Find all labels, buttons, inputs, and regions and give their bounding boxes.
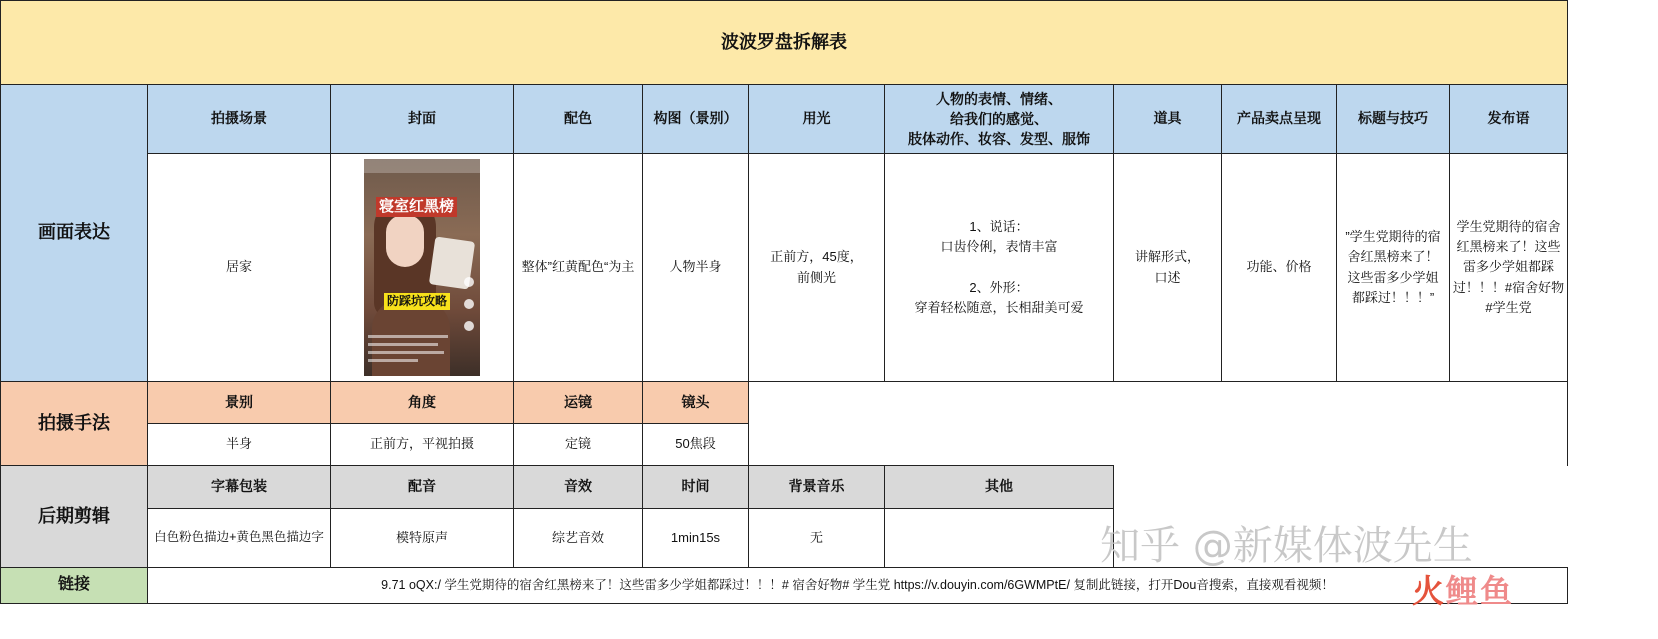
value-props: 讲解形式， 口述 bbox=[1113, 153, 1222, 382]
value-scene: 居家 bbox=[147, 153, 331, 382]
header-voiceover: 配音 bbox=[330, 465, 514, 509]
cover-headline: 寝室红黑榜 bbox=[376, 197, 457, 217]
value-camera-move: 定镜 bbox=[513, 423, 643, 466]
section-label-post: 后期剪辑 bbox=[0, 465, 148, 568]
cover-thumbnail bbox=[364, 159, 480, 376]
brand-watermark bbox=[1412, 566, 1514, 612]
value-composition: 人物半身 bbox=[642, 153, 749, 382]
cover-like-icon bbox=[464, 277, 474, 287]
cover-face bbox=[386, 215, 424, 267]
header-cover: 封面 bbox=[330, 84, 514, 154]
header-title-tips: 标题与技巧 bbox=[1336, 84, 1450, 154]
header-lens: 镜头 bbox=[642, 381, 749, 424]
value-title-tips: ”学生党期待的宿舍红黑榜来了！这些雷多少学姐都踩过！！！” bbox=[1336, 153, 1450, 382]
header-publish: 发布语 bbox=[1449, 84, 1568, 154]
brand-watermark-a: 火 bbox=[1412, 573, 1447, 609]
section-label-link: 链接 bbox=[0, 567, 148, 604]
value-color: 整体”红黄配色“为主 bbox=[513, 153, 643, 382]
value-duration: 1min15s bbox=[642, 508, 749, 568]
header-bgm: 背景音乐 bbox=[748, 465, 885, 509]
value-publish: 学生党期待的宿舍红黑榜来了！这些雷多少学姐都踩过！！！#宿舍好物#学生党 bbox=[1449, 153, 1568, 382]
cover-caption-line bbox=[368, 351, 444, 354]
empty-area-shooting bbox=[749, 382, 1568, 466]
header-angle: 角度 bbox=[330, 381, 514, 424]
header-color: 配色 bbox=[513, 84, 643, 154]
value-shot-size: 半身 bbox=[147, 423, 331, 466]
section-label-shooting: 拍摄手法 bbox=[0, 381, 148, 466]
header-shot-size: 景别 bbox=[147, 381, 331, 424]
table-title: 波波罗盘拆解表 bbox=[0, 0, 1568, 85]
header-props: 道具 bbox=[1113, 84, 1222, 154]
header-composition: 构图（景别） bbox=[642, 84, 749, 154]
cover-share-icon bbox=[464, 321, 474, 331]
value-angle: 正前方，平视拍摄 bbox=[330, 423, 514, 466]
cover-comment-icon bbox=[464, 299, 474, 309]
value-subtitle: 白色粉色描边+黄色黑色描边字 bbox=[147, 508, 331, 568]
value-voiceover: 模特原声 bbox=[330, 508, 514, 568]
cover-subline: 防踩坑攻略 bbox=[384, 293, 450, 310]
header-selling: 产品卖点呈现 bbox=[1221, 84, 1337, 154]
zhihu-watermark: 知乎 @新媒体波先生 bbox=[1100, 523, 1473, 569]
header-expression: 人物的表情、情绪、 给我们的感觉、 肢体动作、妆容、发型、服饰 bbox=[884, 84, 1114, 154]
value-lens: 50焦段 bbox=[642, 423, 749, 466]
value-selling: 功能、价格 bbox=[1221, 153, 1337, 382]
value-bgm: 无 bbox=[748, 508, 885, 568]
header-subtitle: 字幕包装 bbox=[147, 465, 331, 509]
brand-watermark-b: 鲤鱼 bbox=[1446, 573, 1515, 609]
value-expression: 1、说话： 口齿伶俐，表情丰富 2、外形： 穿着轻松随意，长相甜美可爱 bbox=[884, 153, 1114, 382]
value-other bbox=[884, 508, 1114, 568]
header-duration: 时间 bbox=[642, 465, 749, 509]
header-other: 其他 bbox=[884, 465, 1114, 509]
value-lighting: 正前方，45度， 前侧光 bbox=[748, 153, 885, 382]
section-label-visual: 画面表达 bbox=[0, 84, 148, 382]
cover-caption-line bbox=[368, 343, 438, 346]
header-camera-move: 运镜 bbox=[513, 381, 643, 424]
header-scene: 拍摄场景 bbox=[147, 84, 331, 154]
cover-caption-line bbox=[368, 359, 418, 362]
header-lighting: 用光 bbox=[748, 84, 885, 154]
value-sfx: 综艺音效 bbox=[513, 508, 643, 568]
header-sfx: 音效 bbox=[513, 465, 643, 509]
cover-caption-line bbox=[368, 335, 448, 338]
cover-status-bar bbox=[364, 159, 480, 173]
link-text[interactable]: 9.71 oQX:/ 学生党期待的宿舍红黑榜来了！这些雷多少学姐都踩过！！！# 宿舍好物# 学生党 https://v.douyin.com/6GWMPtE/ 复制此链接，打开Dou音搜索，直接观看视频！ bbox=[147, 567, 1568, 604]
